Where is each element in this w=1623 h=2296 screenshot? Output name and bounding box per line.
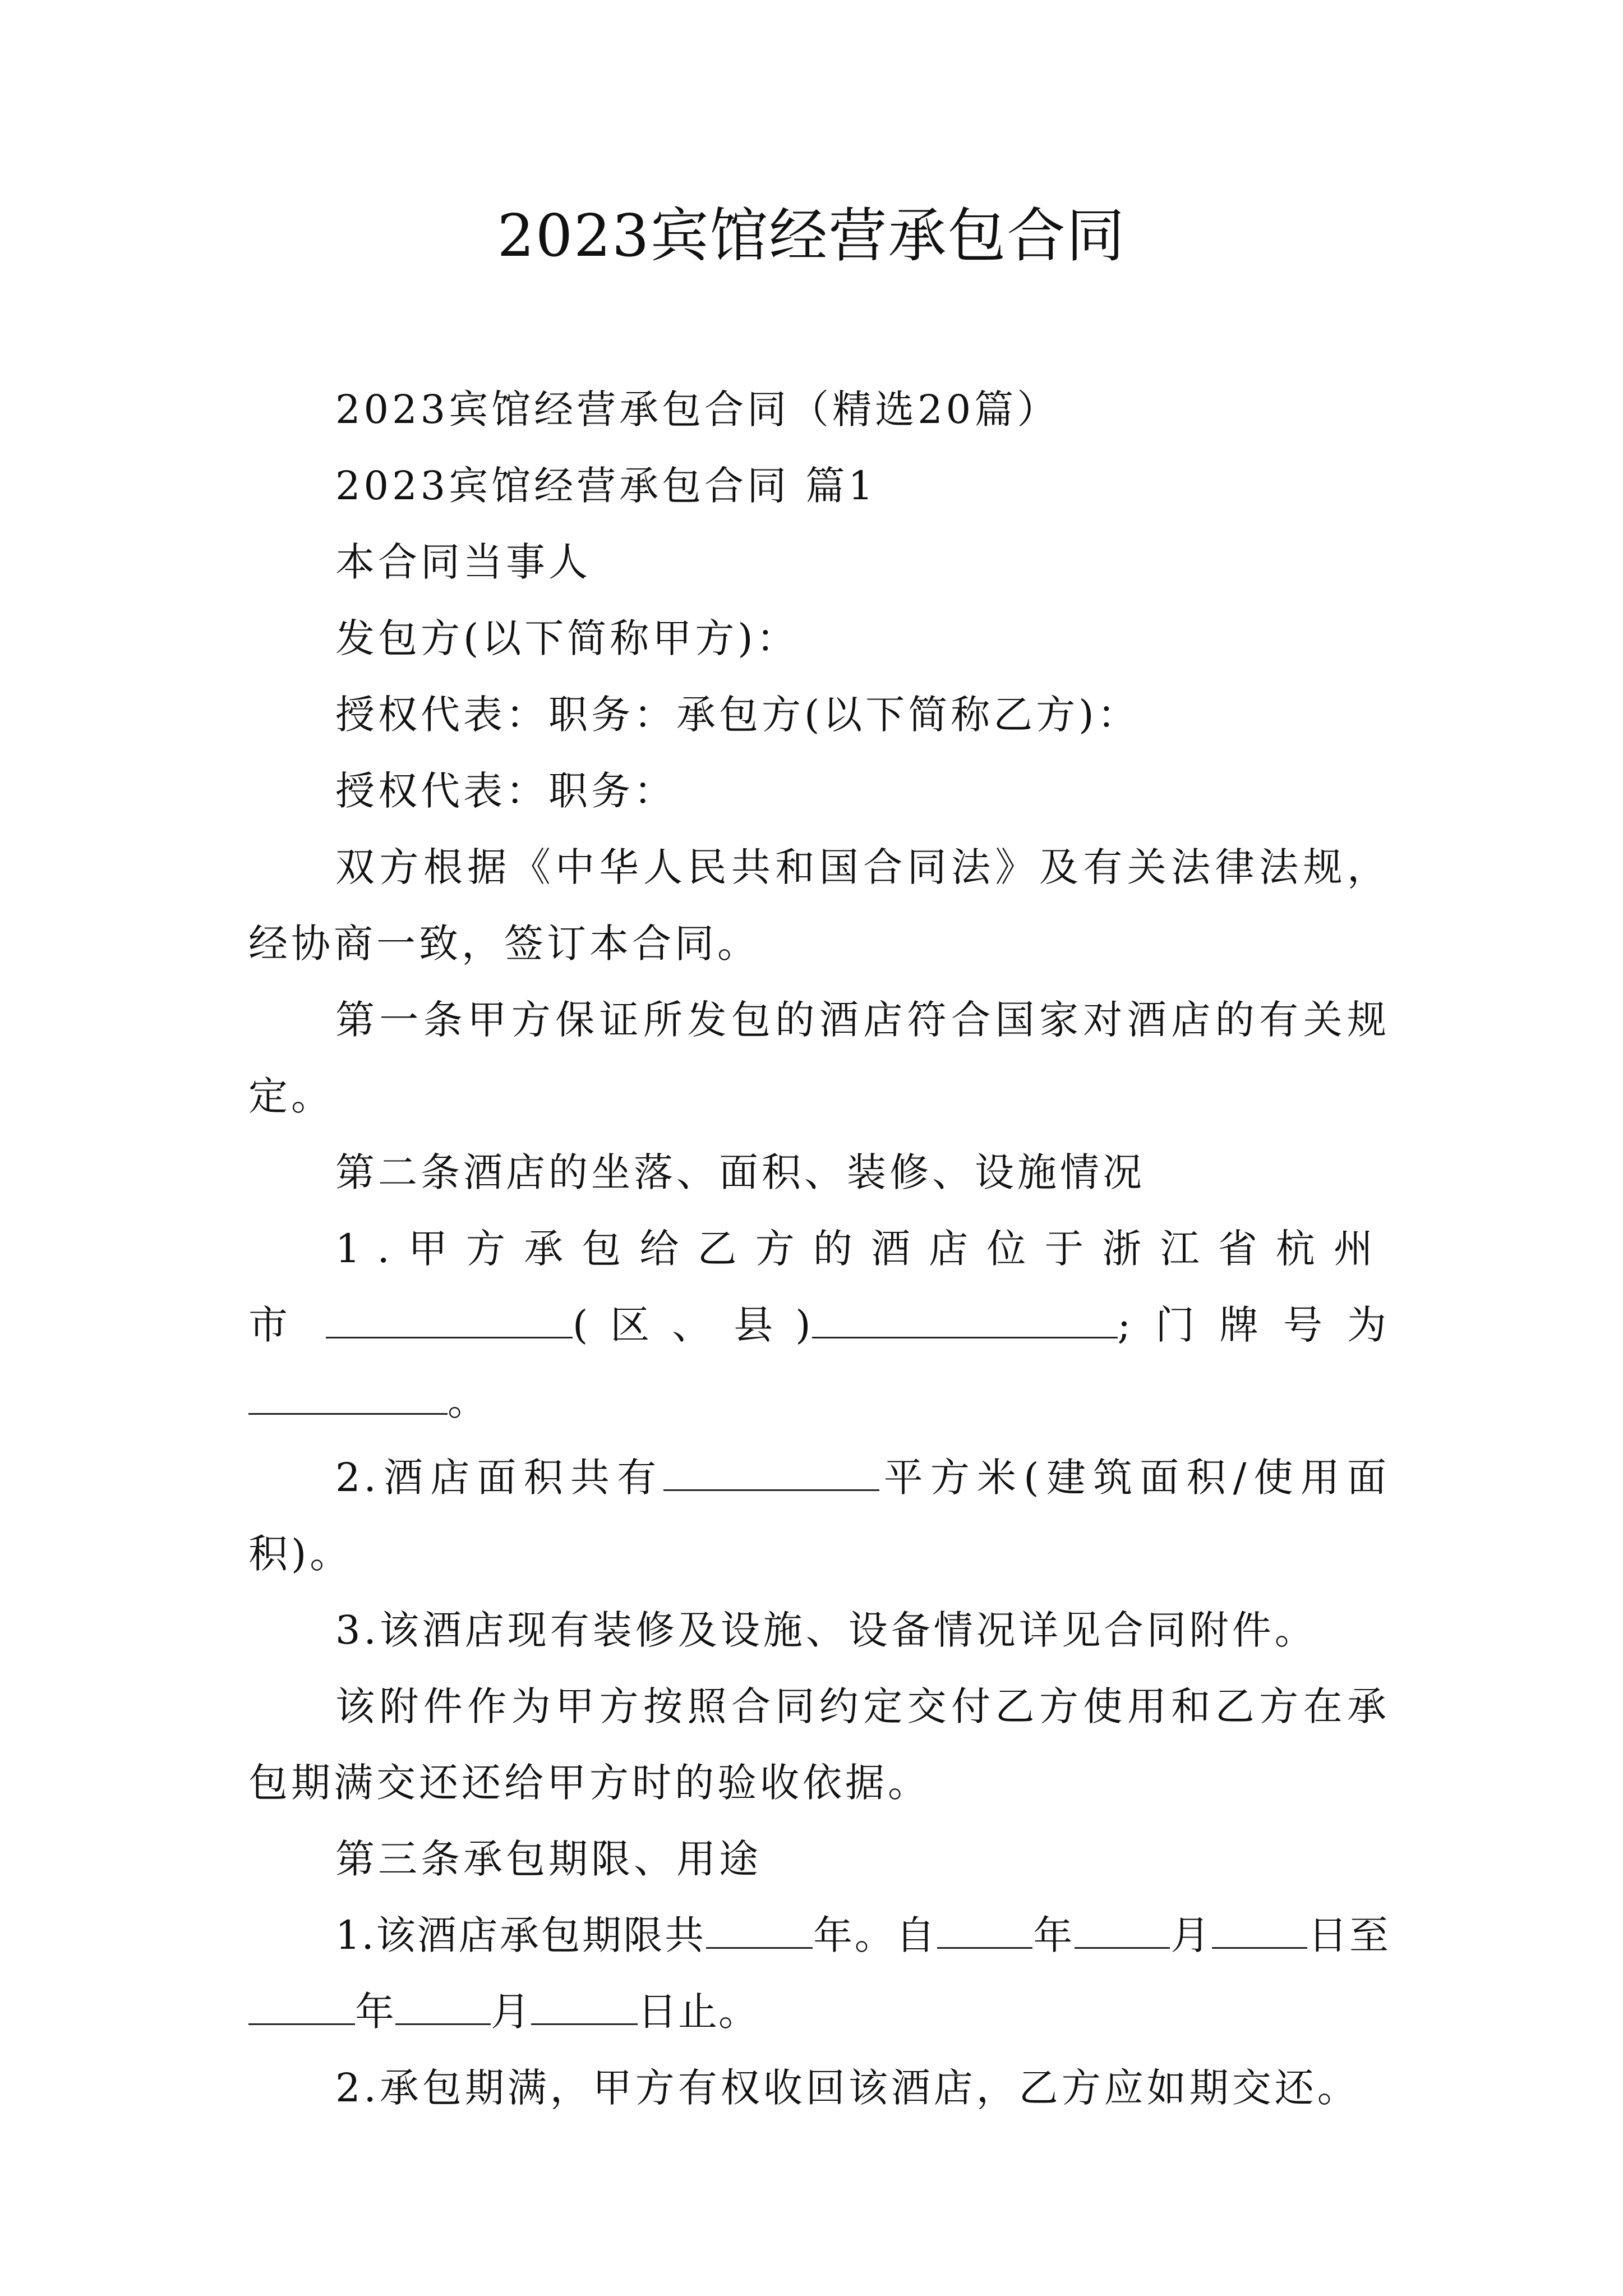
- text-segment: 年: [355, 1989, 395, 2035]
- paragraph-article-1: 第一条甲方保证所发包的酒店符合国家对酒店的有关规定。: [248, 997, 1390, 1119]
- blank-start-year: [937, 1913, 1032, 1949]
- paragraph-article-2-item-2: [248, 1439, 1390, 1592]
- paragraph-subtitle: 2023宾馆经营承包合同（精选20篇）: [335, 386, 1060, 432]
- paragraph-article-2-item-1: [248, 1211, 1390, 1439]
- text-segment: 1.该酒店承包期限共: [335, 1912, 706, 1958]
- blank-end-day: [531, 1990, 638, 2025]
- text-segment: 2.酒店面积共有: [335, 1455, 664, 1501]
- text-segment: 。: [448, 1378, 504, 1424]
- text-segment: 平方米(建筑面积/使用面积)。: [248, 1455, 1390, 1577]
- paragraph-article-3-heading: 第三条承包期限、用途: [335, 1836, 762, 1882]
- text-segment: ;门牌号为: [1117, 1302, 1390, 1348]
- paragraph-article-3-item-1: [248, 1897, 1390, 2050]
- blank-start-month: [1075, 1913, 1170, 1949]
- paragraph-attachment-note: 该附件作为甲方按照合同约定交付乙方使用和乙方在承包期满交还还给甲方时的验收依据。: [248, 1683, 1390, 1806]
- paragraph-article-3-item-2: 2.承包期满，甲方有权收回该酒店，乙方应如期交还。: [335, 2065, 1360, 2111]
- paragraph-representative: 授权代表：职务：: [335, 768, 676, 814]
- text-segment: 月: [491, 1989, 531, 2035]
- text-segment: 日止。: [638, 1989, 759, 2035]
- paragraph-agreement-basis: 双方根据《中华人民共和国合同法》及有关法律法规，经协商一致，签订本合同。: [248, 844, 1390, 967]
- text-segment: 年: [1032, 1912, 1075, 1958]
- paragraph-parties-heading: 本合同当事人: [335, 539, 591, 585]
- blank-district: [812, 1303, 1118, 1338]
- text-segment: 年。自: [812, 1912, 937, 1958]
- paragraph-article-2-heading: 第二条酒店的坐落、面积、装修、设施情况: [335, 1149, 1145, 1195]
- text-segment: 1.甲方承包给乙方的酒店位于浙江省杭州市: [248, 1226, 1390, 1348]
- blank-area: [663, 1456, 879, 1491]
- blank-end-month: [395, 1990, 491, 2025]
- blank-start-day: [1212, 1913, 1307, 1949]
- text-segment: 月: [1169, 1912, 1212, 1958]
- document-title: 2023宾馆经营承包合同: [497, 201, 1126, 270]
- document-body: [248, 371, 1390, 2126]
- paragraph-chapter-heading: 2023宾馆经营承包合同 篇1: [335, 463, 877, 509]
- blank-end-year: [248, 1990, 355, 2025]
- blank-term-years: [706, 1913, 813, 1949]
- paragraph-representative-party-b: 授权代表：职务：承包方(以下简称乙方)：: [335, 692, 1140, 738]
- text-segment: (区、县): [572, 1302, 812, 1348]
- paragraph-party-a: 发包方(以下简称甲方)：: [335, 615, 799, 661]
- blank-house-number: [248, 1379, 448, 1415]
- paragraph-article-2-item-3: 3.该酒店现有装修及设施、设备情况详见合同附件。: [335, 1607, 1317, 1653]
- blank-city: [326, 1303, 573, 1338]
- text-segment: 日至: [1307, 1912, 1390, 1958]
